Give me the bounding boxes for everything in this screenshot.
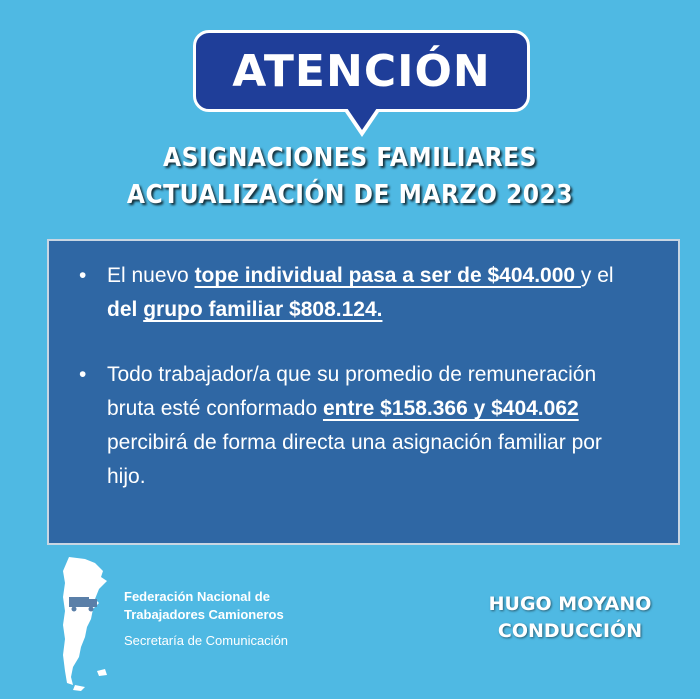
bullet-dot-icon: • xyxy=(79,264,87,287)
family-cap-highlight: grupo familiar $808.124. xyxy=(143,298,383,321)
individual-cap-highlight: tope individual pasa a ser de $404.000 xyxy=(194,264,581,287)
text-segment: Todo trabajador/a que su promedio de remuneración bruta esté conformado xyxy=(107,363,597,420)
argentina-map-icon xyxy=(55,555,115,693)
text-segment-bold: del xyxy=(107,298,138,321)
text-segment: y el xyxy=(580,264,614,287)
headline-line-1: ASIGNACIONES FAMILIARES xyxy=(163,143,537,173)
text-segment: El nuevo xyxy=(107,264,195,287)
org-department: Secretaría de Comunicación xyxy=(124,633,289,648)
signature-name: HUGO MOYANO xyxy=(488,593,652,615)
org-name-line-1: Federación Nacional de xyxy=(124,589,270,604)
signature-role: CONDUCCIÓN xyxy=(497,620,643,642)
text-segment: percibirá de forma directa una asignación familiar por hijo. xyxy=(107,431,602,488)
headline-line-2: ACTUALIZACIÓN DE MARZO 2023 xyxy=(126,180,574,210)
income-range-highlight: entre $158.366 y $404.062 xyxy=(322,397,579,420)
info-panel xyxy=(47,239,680,545)
bullet-dot-icon: • xyxy=(79,363,87,386)
org-name-line-2: Trabajadores Camioneros xyxy=(124,607,284,622)
attention-title: ATENCIÓN xyxy=(232,45,491,97)
bullet-text-2 xyxy=(107,358,637,494)
attention-badge xyxy=(193,30,530,112)
bullet-text-1 xyxy=(107,259,637,327)
badge-tail-fill xyxy=(347,108,377,130)
